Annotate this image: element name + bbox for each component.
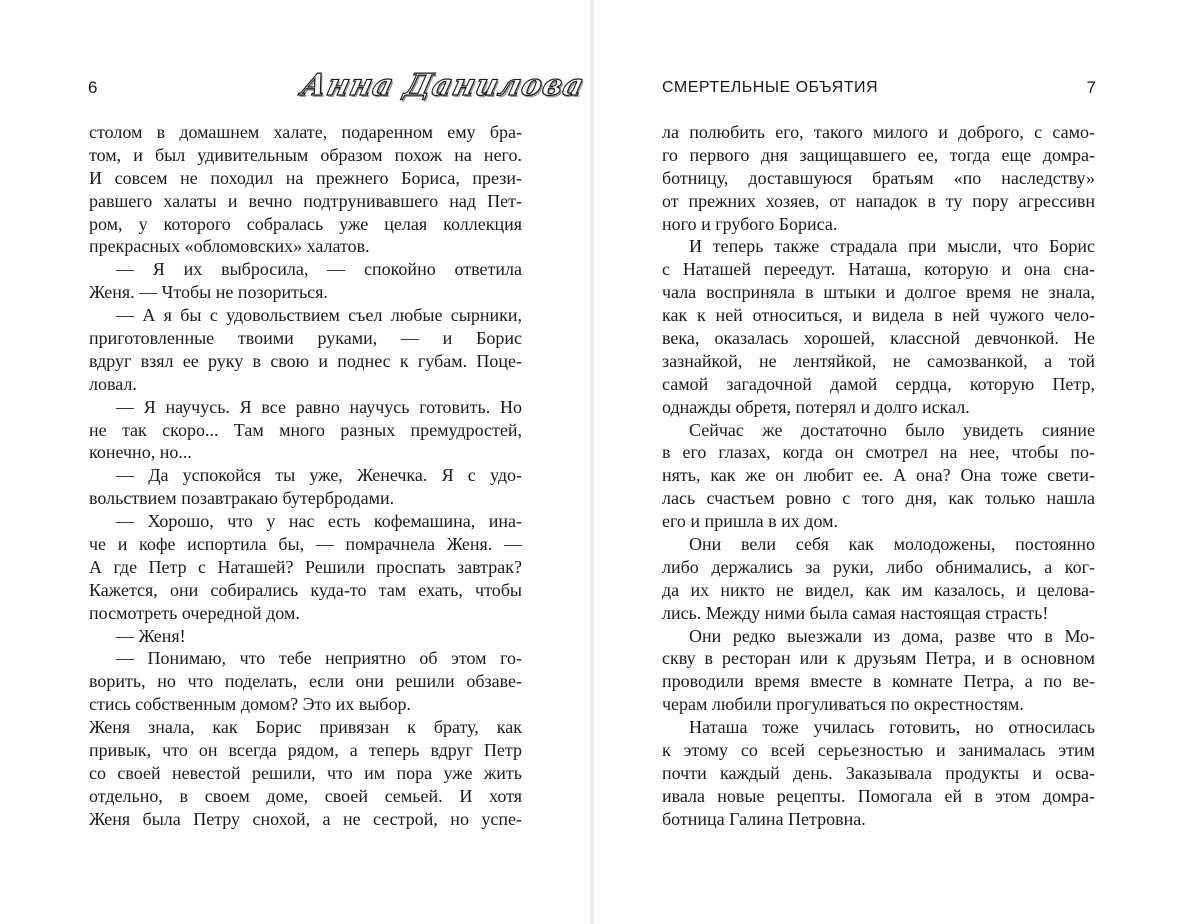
text-line: ботницу, доставшуюся братьям «по наследству» [662, 167, 1095, 188]
text-line: ного и грубого Бориса. [662, 213, 838, 234]
text-line: Наташа тоже училась готовить, но относилась [689, 717, 1095, 738]
text-line: не так скоро... Там много разных премудростей, [89, 419, 522, 440]
right-page [592, 0, 1184, 924]
text-line: ром, у которого собралась уже целая коллекция [89, 213, 522, 234]
text-line: нять, как же он любит ее. А она? Она тоже свети- [662, 465, 1095, 486]
text-line: том, и был удивительным образом похож на него. [89, 144, 522, 165]
text-line: ворить, но что поделать, если они решили обзаве- [89, 671, 522, 692]
text-line: — Я их выбросила, — спокойно ответила [116, 259, 522, 280]
text-line: — Я научусь. Я все равно научусь готовить. Но [116, 396, 522, 417]
text-line: — А я бы с удовольствием съел любые сырники, [116, 305, 522, 326]
text-line: И совсем не походил на прежнего Бориса, прези- [89, 167, 522, 188]
text-line: либо держались за руки, либо обнимались, а ког- [662, 556, 1095, 577]
text-line: ботница Галина Петровна. [662, 808, 866, 829]
text-line: в его глазах, когда он смотрел на нее, чтобы по- [662, 442, 1095, 463]
text-line: лась счастьем ровно с того дня, как только нашла [662, 488, 1095, 509]
text-line: прекрасных «обломовских» халатов. [89, 236, 370, 257]
text-line: к этому со всей серьезностью и занималась этим [662, 740, 1095, 761]
running-head-title: СМЕРТЕЛЬНЫЕ ОБЪЯТИЯ [662, 79, 879, 96]
text-line: отдельно, в своем доме, своей семьей. И хотя [89, 785, 522, 806]
text-line: века, оказалась хорошей, классной девчонкой. Не [662, 328, 1095, 349]
text-line: Кажется, они собирались куда-то там ехать, чтобы [89, 579, 522, 600]
text-line: ловал. [89, 373, 137, 394]
text-line: — Женя! [116, 625, 186, 646]
text-line: вольствием позавтракаю бутербродами. [89, 488, 395, 509]
text-line: Они вели себя как молодожены, постоянно [689, 534, 1095, 555]
text-line: привык, что он всегда рядом, а теперь вдруг Петр [89, 740, 522, 761]
text-line: — Хорошо, что у нас есть кофемашина, ина- [116, 511, 522, 532]
text-line: Они редко выезжали из дома, разве что в Мо- [689, 625, 1095, 646]
text-line: скву в ресторан или к друзьям Петра, и в основном [662, 648, 1095, 669]
text-line: черам любили прогуливаться по окрестностям. [662, 694, 1024, 715]
right-page-body [662, 121, 1095, 831]
text-line: Женя. — Чтобы не позориться. [89, 282, 328, 303]
text-line: А где Петр с Наташей? Решили проспать завтрак? [89, 556, 522, 577]
text-line: чала восприняла в штыки и долгое время не знала, [662, 282, 1095, 303]
text-line: — Да успокойся ты уже, Женечка. Я с удо- [116, 465, 522, 486]
text-line: ла полюбить его, такого милого и доброго, с само- [662, 122, 1095, 142]
text-line: столом в домашнем халате, подаренном ему бра- [89, 122, 522, 142]
text-line: И теперь также страдала при мысли, что Борис [689, 236, 1095, 257]
text-line: равшего халаты и вечно подтрунивавшего над Пет- [89, 190, 522, 211]
text-line: его и пришла в их дом. [662, 511, 838, 532]
text-line: конечно, но... [89, 442, 192, 463]
text-line: да их никто не видел, как им казалось, и целова- [662, 579, 1095, 600]
text-line: как к ней относиться, и видела в ней чужого чело- [662, 305, 1095, 326]
text-line: че и кофе испортила бы, — помрачнела Женя. — [89, 534, 522, 555]
text-line: от прежних хозяев, от нападок в ту пору агрессивн [662, 190, 1095, 211]
text-line: проводили время вместе в комнате Петра, а по ве- [662, 671, 1095, 692]
text-line: ивала новые рецепты. Помогала ей в этом домра- [662, 785, 1095, 806]
text-line: однажды обретя, потерял и долго искал. [662, 396, 970, 417]
text-line: почти каждый день. Заказывала продукты и осва- [662, 762, 1095, 783]
page-number-left: 6 [88, 78, 98, 97]
text-line: Сейчас же достаточно было увидеть сияние [689, 419, 1095, 440]
text-line: вдруг взял ее руку в свою и поднес к губам. Поце- [89, 350, 522, 371]
text-line: стись собственным домом? Это их выбор. [89, 694, 411, 715]
text-line: со своей невестой решили, что им пора уже жить [89, 762, 522, 783]
text-line: го первого дня защищавшего ее, тогда еще домра- [662, 144, 1095, 165]
text-line: посмотреть очередной дом. [89, 602, 300, 623]
text-line: самой загадочной дамой сердца, которую Петр, [662, 373, 1095, 394]
text-line: зазнайкой, не лентяйкой, не самозванкой, а той [662, 350, 1095, 371]
left-page-body [89, 121, 522, 831]
text-line: Женя была Петру снохой, а не сестрой, но успе- [89, 808, 522, 829]
text-line: с Наташей переедут. Наташа, которую и она сна- [662, 259, 1095, 280]
text-line: лись. Между ними была самая настоящая страсть! [662, 602, 1049, 623]
text-line: Женя знала, как Борис привязан к брату, как [89, 717, 522, 738]
text-line: — Понимаю, что тебе неприятно об этом го- [116, 648, 522, 669]
text-line: приготовленные твоими руками, — и Борис [89, 328, 522, 349]
page-number-right: 7 [1086, 78, 1096, 97]
author-name-header: Анна Данилова [297, 68, 589, 103]
